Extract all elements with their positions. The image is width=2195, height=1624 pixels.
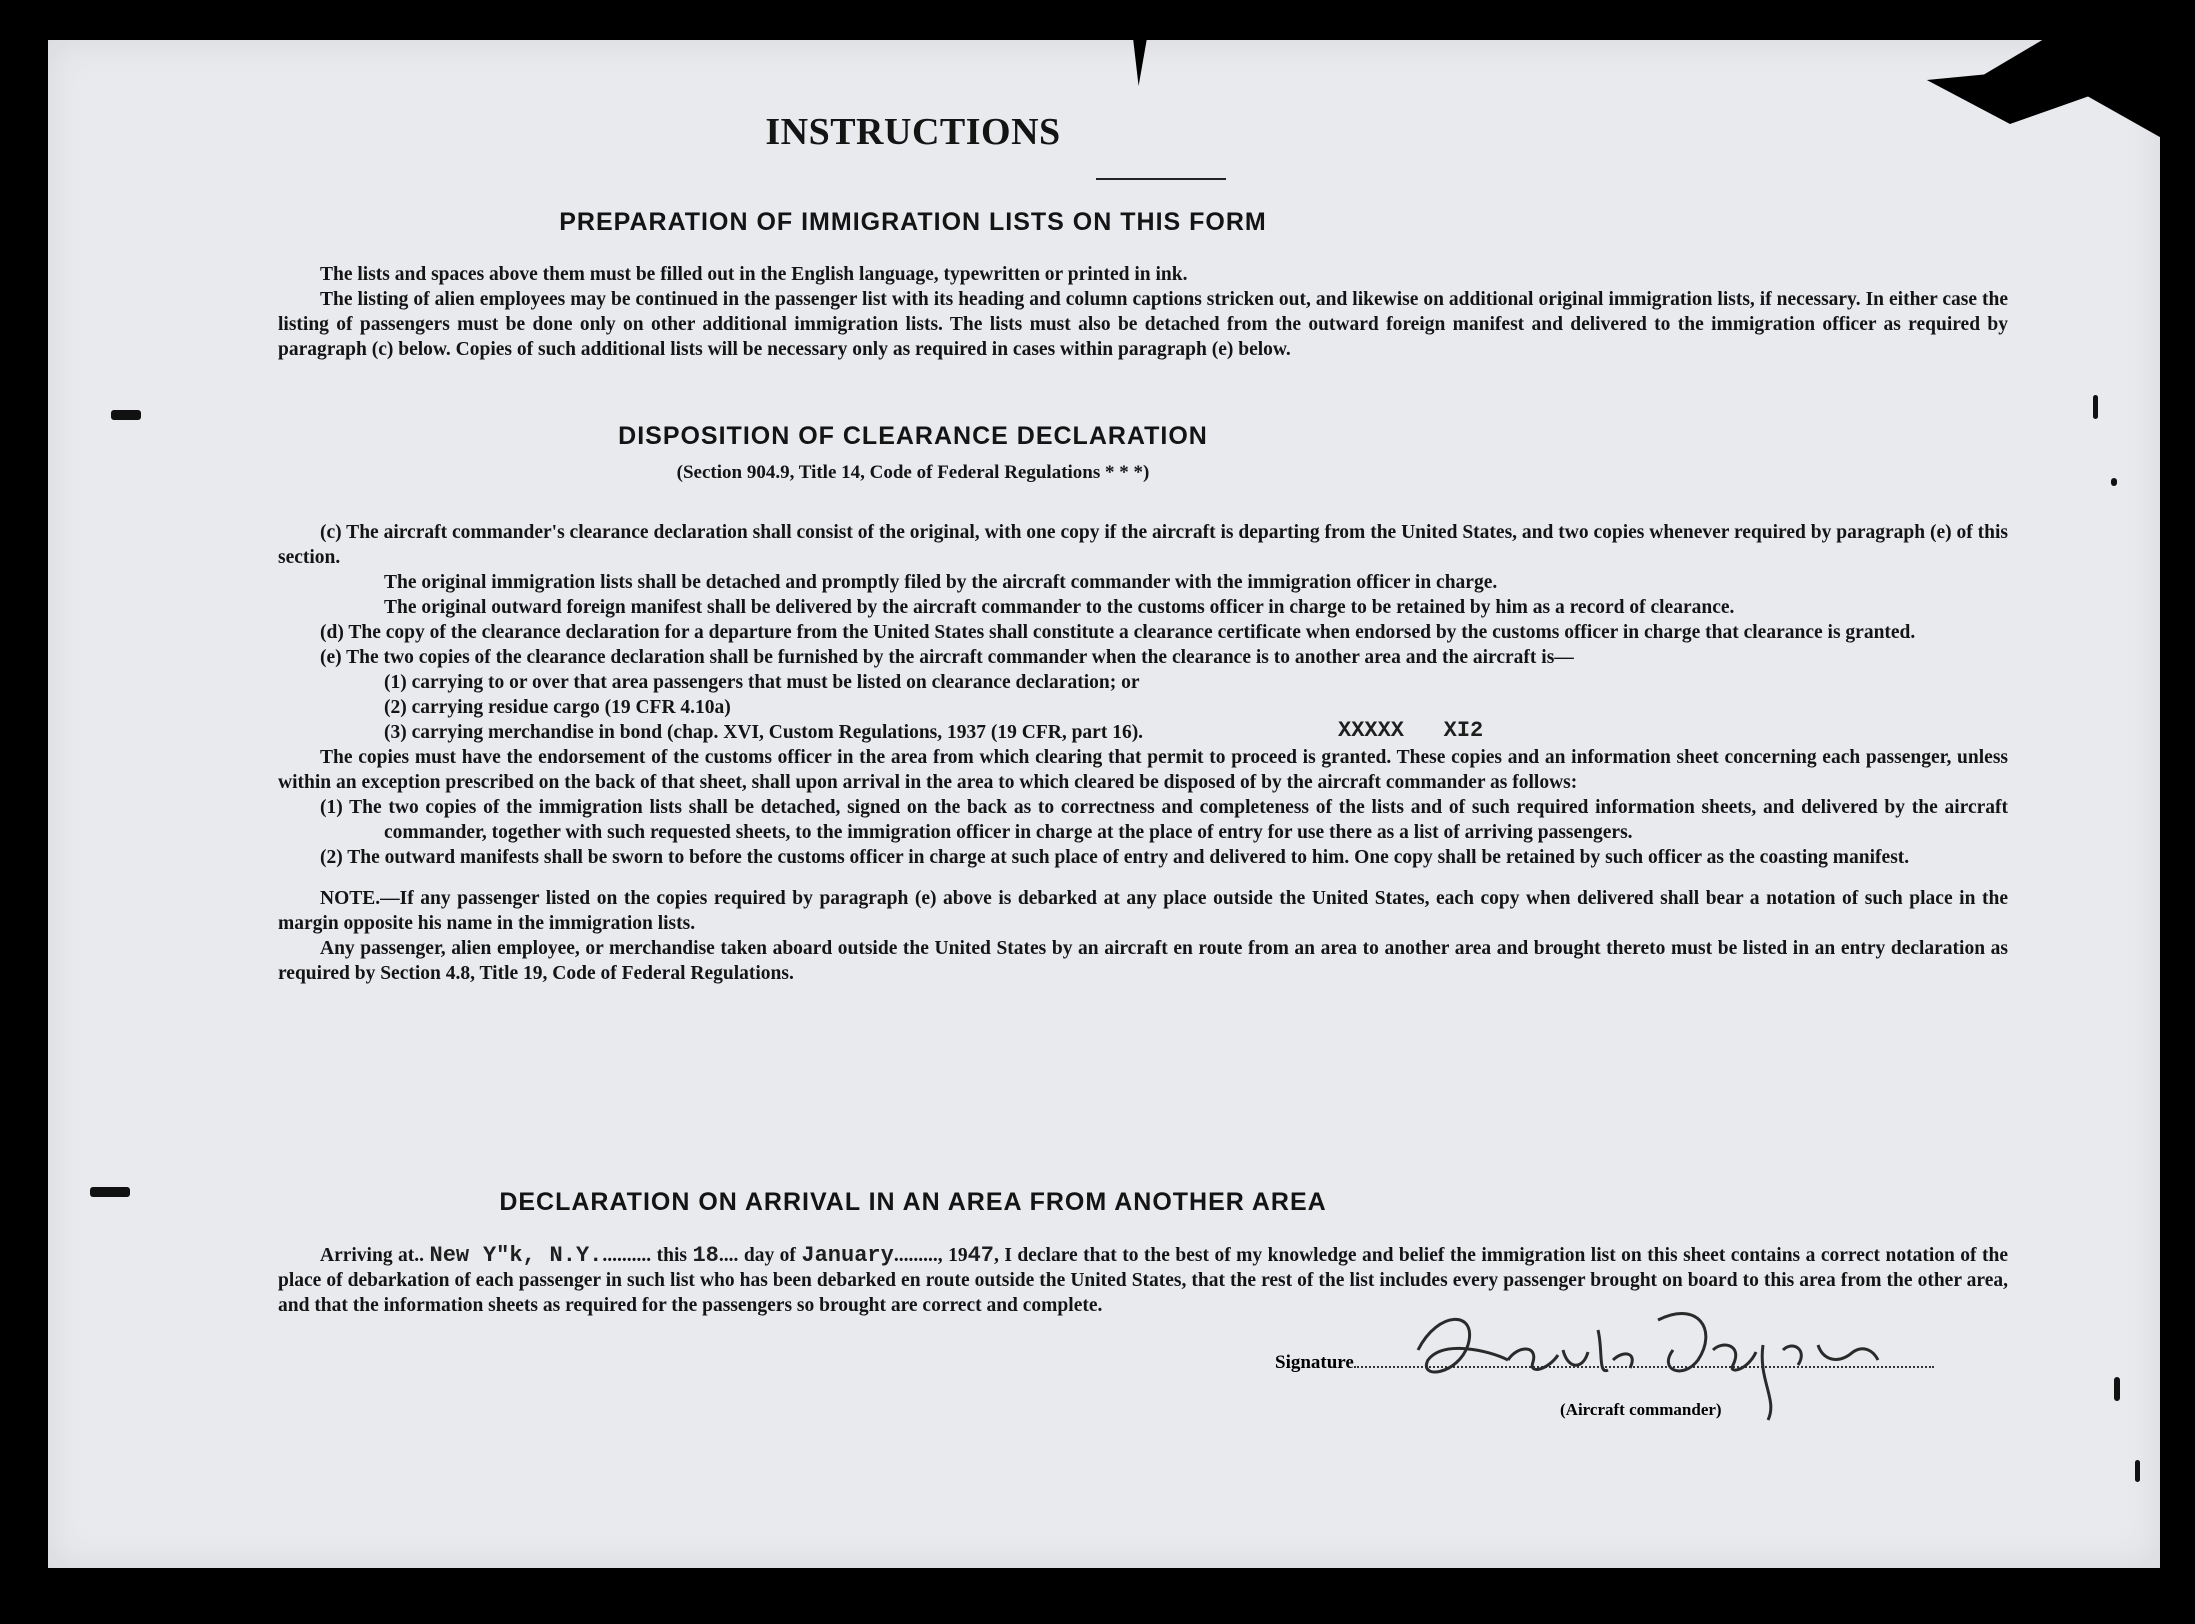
typed-stamp: XXXXX XI2 [1338,718,1484,743]
registration-mark [2093,395,2098,419]
paragraph-f1: (1) The two copies of the immigration lists shall be detached, signed on the back as to correctness and completeness of the lists and of such required information sheets, and delivered by the aircraft commander, together with such requested sheets, to the immigration officer in charge at the place of entry for use there as a list of arriving passengers. [320,797,2008,843]
day-field: 18 [692,1243,719,1268]
paragraph: The listing of alien employees may be continued in the passenger list with its heading and column captions stricken out, and likewise on additional original immigration lists, if necessary. In either case the listing of passengers must be done only on other additional immigration lists. The lists must also be detached from the outward foreign manifest and delivered to the immigration officer as required by paragraph (c) below. Copies of such additional lists will be necessary only as required in cases within paragraph (e) below. [278,289,2008,360]
section-disposition-body [278,520,2008,986]
section-heading-declaration: DECLARATION ON ARRIVAL IN AN AREA FROM ANOTHER AREA [499,1188,1327,1216]
this-label: this [656,1245,687,1266]
registration-mark [2111,478,2117,486]
paragraph-c2: The original outward foreign manifest shall be delivered by the aircraft commander to the customs officer in charge to be retained by him as a record of clearance. [384,597,1735,618]
document-title: INSTRUCTIONS [765,111,1061,153]
section-citation: (Section 904.9, Title 14, Code of Federal Regulations * * *) [676,462,1150,483]
declaration-text: , I declare that to the best of my knowledge and belief the immigration list on this sheet contains a correct notation of the place of debarkation of each passenger in such list who has been debarked en route outside the United States, that the rest of the list includes every passenger brought on board to this area from the other area, and that the information sheets as required for the passengers so brought are correct and complete. [278,1245,2009,1316]
registration-mark [2135,1460,2140,1482]
section-preparation-body [278,262,2008,362]
arriving-label: Arriving at [320,1245,415,1266]
month-field: January [801,1243,894,1268]
declaration-paragraph: Arriving at.. New Y"k, N.Y........... this 18.... day of January........., 1947, I declare that to the best of my knowledge and belief the immigration list on this sheet contains a correct notation of the place of debarkation of each passenger in such list who has been debarked en route outside the United States, that the rest of the list includes every passenger brought on board to this area from the other area, and that the information sheets as required for the passengers so brought are correct and complete. [278,1243,2009,1316]
signature-caption: (Aircraft commander) [1560,1400,1722,1419]
arriving-place-field: New Y"k, N.Y. [429,1243,603,1268]
paragraph: The lists and spaces above them must be filled out in the English language, typewritten or printed in ink. [320,264,1188,285]
year-field: 47 [967,1243,994,1268]
signature-label: Signature [1275,1352,1354,1373]
paragraph-f2: (2) The outward manifests shall be sworn to before the customs officer in charge at such place of entry and delivered to him. One copy shall be retained by such officer as the coasting manifest. [320,847,1910,868]
registration-mark [111,410,141,420]
paragraph-e: (e) The two copies of the clearance declaration shall be furnished by the aircraft commander when the clearance is to another area and the aircraft is— [320,647,1574,668]
paragraph-any: Any passenger, alien employee, or merchandise taken aboard outside the United States by an aircraft en route from an area to another area and brought thereto must be listed in an entry declaration as required by Section 4.8, Title 19, Code of Federal Regulations. [278,938,2008,984]
year-label: 19 [948,1245,968,1266]
paragraph-note: NOTE.—If any passenger listed on the copies required by paragraph (e) above is debarked at any place outside the United States, each copy when delivered shall bear a notation of such place in the margin opposite his name in the immigration lists. [278,888,2008,934]
page-tear-corner [1906,36,2166,146]
section-heading-preparation: PREPARATION OF IMMIGRATION LISTS ON THIS FORM [559,208,1267,236]
paragraph-e2: (2) carrying residue cargo (19 CFR 4.10a) [384,697,731,718]
paragraph-c1: The original immigration lists shall be detached and promptly filed by the aircraft commander with the immigration officer in charge. [384,572,1498,593]
title-rule [1096,178,1226,180]
paragraph-copies: The copies must have the endorsement of the customs officer in the area from which clearing that permit to proceed is granted. These copies and an information sheet concerning each passenger, unless within an exception prescribed on the back of that sheet, shall upon arrival in the area to which cleared be disposed of by the aircraft commander as follows: [278,747,2008,793]
paragraph-c: (c) The aircraft commander's clearance declaration shall consist of the original, with one copy if the aircraft is departing from the United States, and two copies whenever required by paragraph (e) of this section. [278,522,2008,568]
paragraph-e3: (3) carrying merchandise in bond (chap. XVI, Custom Regulations, 1937 (19 CFR, part 16). [384,722,1144,743]
registration-mark [90,1187,130,1197]
section-heading-disposition: DISPOSITION OF CLEARANCE DECLARATION [618,422,1208,450]
handwritten-signature [1398,1290,1898,1430]
day-of-label: day of [743,1245,796,1266]
registration-mark [2114,1377,2120,1401]
page-tear-top [1133,38,1147,86]
document-page [48,40,2160,1568]
paragraph-d: (d) The copy of the clearance declaration for a departure from the United States shall constitute a clearance certificate when endorsed by the customs officer in charge that clearance is granted. [320,622,1916,643]
paragraph-e1: (1) carrying to or over that area passengers that must be listed on clearance declaration; or [384,672,1140,693]
